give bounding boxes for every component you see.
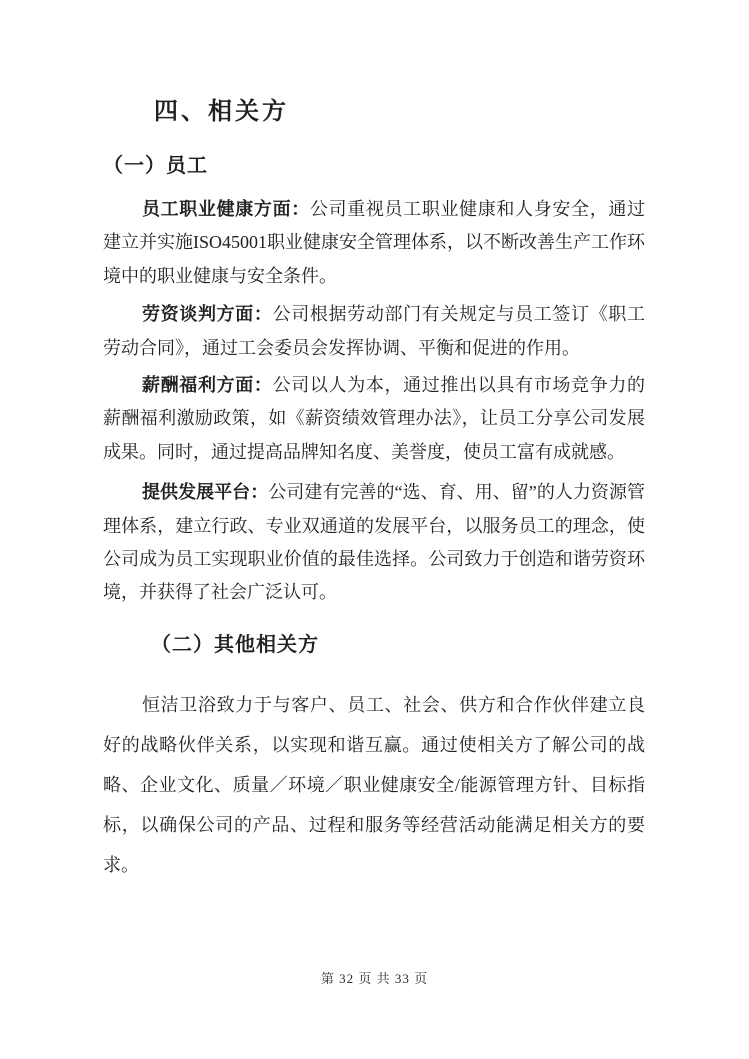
page-title: 四、相关方 [154, 99, 289, 125]
paragraph-lead: 劳资谈判方面： [142, 304, 273, 325]
paragraph-text: 公司建有完善的“选、育、用、留”的人力资源管理体系，建立行政、专业双通道的发展平台，以服务员工的理念，使公司成为员工实现职业价值的最佳选择。公司致力于创造和谐劳资环境，并获得了社会广泛认可。 [103, 482, 646, 603]
paragraph-text: 公司重视员工职业健康和人身安全，通过建立并实施ISO45001职业健康安全管理体系，以不断改善生产工作环境中的职业健康与安全条件。 [103, 199, 646, 286]
paragraph-development-platform [103, 476, 645, 610]
section-heading-other-parties: （二）其他相关方 [151, 633, 319, 656]
paragraph-other-parties [103, 685, 645, 885]
page-content [103, 0, 645, 885]
paragraph-text: 公司以人为本，通过推出以具有市场竞争力的薪酬福利激励政策，如《薪资绩效管理办法》，让员工分享公司发展成果。同时，通过提高品牌知名度、美誉度，使员工富有成就感。 [103, 375, 645, 462]
section-heading-employees: （一）员工 [103, 155, 208, 177]
paragraph-text: 恒洁卫浴致力于与客户、员工、社会、供方和合作伙伴建立良好的战略伙伴关系，以实现和谐互赢。通过使相关方了解公司的战略、企业文化、质量／环境／职业健康安全/能源管理方针、目标指标，以确保公司的产品、过程和服务等经营活动能满足相关方的要求。 [103, 694, 645, 875]
paragraph-lead: 提供发展平台： [142, 482, 269, 503]
paragraph-text: 公司根据劳动部门有关规定与员工签订《职工劳动合同》，通过工会委员会发挥协调、平衡和促进的作用。 [103, 304, 645, 358]
paragraph-lead: 薪酬福利方面： [142, 375, 273, 396]
paragraph-labor-negotiation [103, 298, 645, 365]
paragraph-compensation-benefits [103, 369, 645, 469]
page-number-footer: 第 32 页 共 33 页 [320, 971, 429, 986]
paragraph-lead: 员工职业健康方面： [142, 199, 310, 219]
paragraph-occupational-health [103, 193, 645, 293]
